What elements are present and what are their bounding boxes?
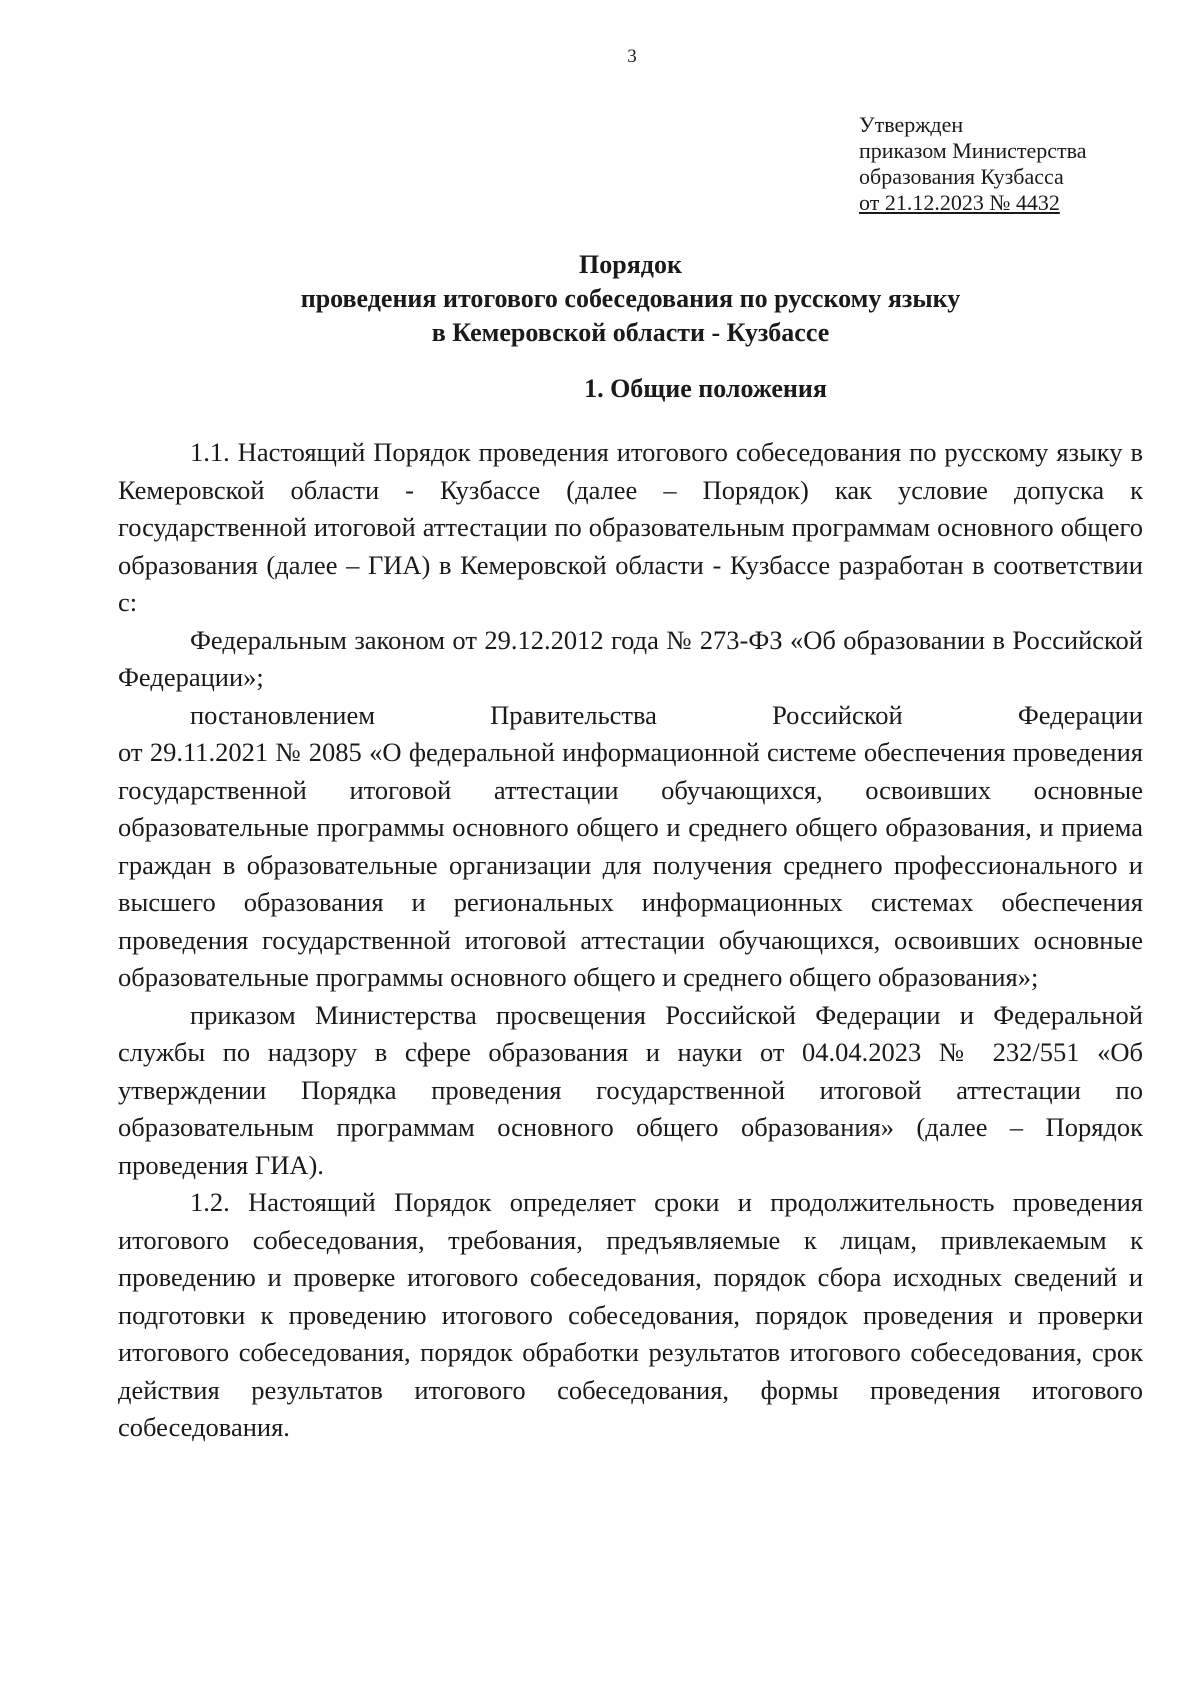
approval-stamp bbox=[859, 112, 1087, 216]
approval-line-order: приказом Министерства bbox=[859, 138, 1087, 163]
paragraph-government-decree-intro: постановлением Правительства Российской Федерации bbox=[190, 699, 1143, 730]
document-title bbox=[118, 248, 1143, 350]
title-line-1: Порядок bbox=[579, 250, 682, 279]
paragraph-1-2: 1.2. Настоящий Порядок определяет сроки и продолжительность проведения итогового собеседования, требования, предъявляемые к лицам, привлекаемым к проведению и проверке итогового собеседования, порядок сбора исходных сведений и подготовки к проведению итогового собеседования, порядок проведения и проверки итогового собеседования, порядок обработки результатов итогового собеседования, срок действия результатов итогового собеседования, формы проведения итогового собеседования. bbox=[118, 1187, 1143, 1442]
title-line-3: в Кемеровской области - Кузбассе bbox=[431, 318, 830, 347]
approval-line-date-number: от 21.12.2023 № 4432 bbox=[859, 190, 1060, 215]
approval-line-approved: Утвержден bbox=[859, 112, 964, 137]
title-line-2: проведения итогового собеседования по русскому языку bbox=[300, 284, 961, 313]
paragraph-ministry-order: приказом Министерства просвещения Российской Федерации и Федеральной службы по надзору в сфере образования и науки от 04.04.2023 № 232/551 «Об утверждении Порядка проведения государственной итоговой аттестации по образовательным программам основного общего образования» (далее – Порядок проведения ГИА). bbox=[118, 999, 1143, 1180]
approval-line-ministry: образования Кузбасса bbox=[859, 164, 1064, 189]
paragraph-1-1: 1.1. Настоящий Порядок проведения итогового собеседования по русскому языку в Кемеровской области - Кузбассе (далее – Порядок) как условие допуска к государственной итоговой аттестации по образовательным программам основного общего образования (далее – ГИА) в Кемеровской области - Кузбассе разработан в соответствии с: bbox=[118, 437, 1143, 617]
paragraph-government-decree: от 29.11.2021 № 2085 «О федеральной информационной системе обеспечения проведения государственной итоговой аттестации обучающихся, освоивших основные образовательные программы основного общего и среднего общего образования, и приема граждан в образовательные организации для получения среднего профессионального и высшего образования и региональных информационных системах обеспечения проведения государственной итоговой аттестации обучающихся, освоивших основные образовательные программы основного общего и среднего общего образования»; bbox=[118, 737, 1143, 992]
paragraph-federal-law: Федеральным законом от 29.12.2012 года № 273-ФЗ «Об образовании в Российской Федерации»; bbox=[118, 624, 1143, 692]
section-heading: 1. Общие положения bbox=[584, 374, 827, 403]
page-number: 3 bbox=[627, 46, 637, 67]
document-body bbox=[118, 434, 1143, 1447]
